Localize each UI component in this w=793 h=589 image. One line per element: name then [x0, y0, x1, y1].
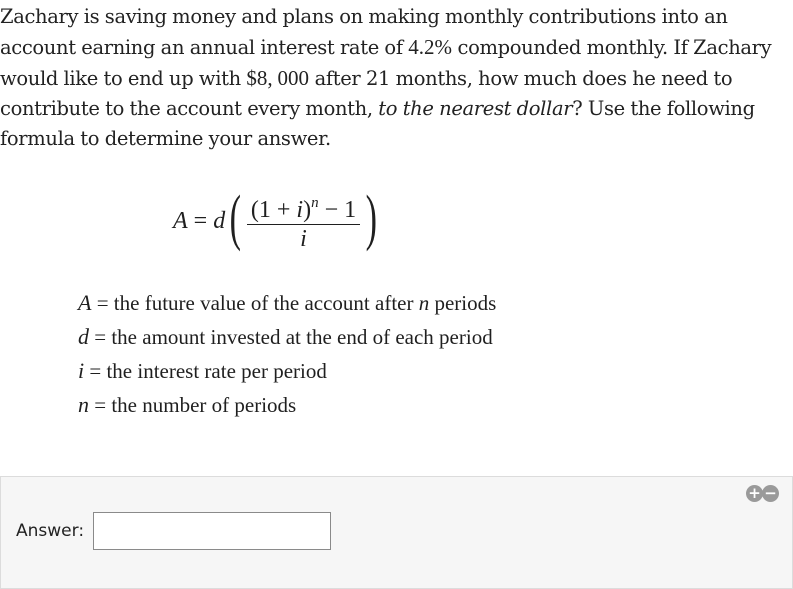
- definition-variable: A: [78, 290, 92, 315]
- question-text-part: months, how much does he need to contribute to the account every month,: [0, 67, 733, 120]
- minus-icon[interactable]: −: [762, 485, 779, 502]
- formula-numer-tail: − 1: [318, 196, 357, 223]
- plus-icon[interactable]: +: [746, 485, 763, 502]
- annuity-formula: [173, 186, 382, 256]
- question-text: [0, 2, 792, 154]
- definition-equals: =: [89, 393, 112, 417]
- question-text-part: ? Use the following formula to determine your answer.: [0, 97, 755, 150]
- definition-equals: =: [84, 359, 107, 383]
- formula-fraction: [247, 190, 360, 253]
- rounding-instruction: to the nearest dollar: [378, 97, 573, 120]
- formula-numer-i: i: [296, 196, 304, 223]
- definition-text: the interest rate per period: [106, 359, 327, 383]
- definition-equals: =: [91, 291, 114, 315]
- definition-text: the amount invested at the end of each period: [111, 325, 493, 349]
- variable-definitions: [78, 286, 496, 422]
- definition-row: [78, 320, 496, 354]
- definition-row: [78, 354, 496, 388]
- definition-text: the number of periods: [111, 393, 297, 417]
- formula-left-paren: (: [229, 184, 242, 252]
- interest-rate: 4.2%: [408, 35, 452, 59]
- definition-text: the future value of the account after: [113, 291, 419, 315]
- definition-tail: periods: [429, 291, 497, 315]
- formula-exponent: n: [311, 194, 319, 211]
- definition-row: [78, 388, 496, 422]
- formula-denominator: i: [300, 225, 307, 252]
- answer-label: Answer:: [16, 521, 85, 541]
- formula-numer-close: ): [303, 196, 312, 223]
- question-text-part: Zachary is saving money and plans on making monthly contributions into an account earning an annual interest rate of: [0, 5, 728, 59]
- formula-numer-open: (1 +: [250, 196, 297, 223]
- formula-equals: =: [187, 207, 214, 234]
- month-count: 21: [365, 67, 391, 90]
- question-text-part: compounded monthly. If Zachary would like to end up with: [0, 36, 772, 90]
- definition-tail-variable: n: [418, 291, 430, 315]
- formula-d: d: [213, 207, 226, 234]
- goal-amount: $8, 000: [246, 66, 310, 90]
- definition-variable: d: [78, 324, 89, 349]
- definition-variable: i: [78, 358, 85, 383]
- answer-panel: [0, 476, 793, 589]
- definition-variable: n: [78, 392, 89, 417]
- definition-row: [78, 286, 496, 320]
- formula-lhs: A: [173, 207, 188, 234]
- definition-equals: =: [89, 325, 112, 349]
- formula-numerator: [247, 190, 360, 225]
- answer-input[interactable]: [93, 512, 331, 550]
- question-text-part: after: [309, 67, 366, 90]
- formula-right-paren: ): [365, 184, 378, 252]
